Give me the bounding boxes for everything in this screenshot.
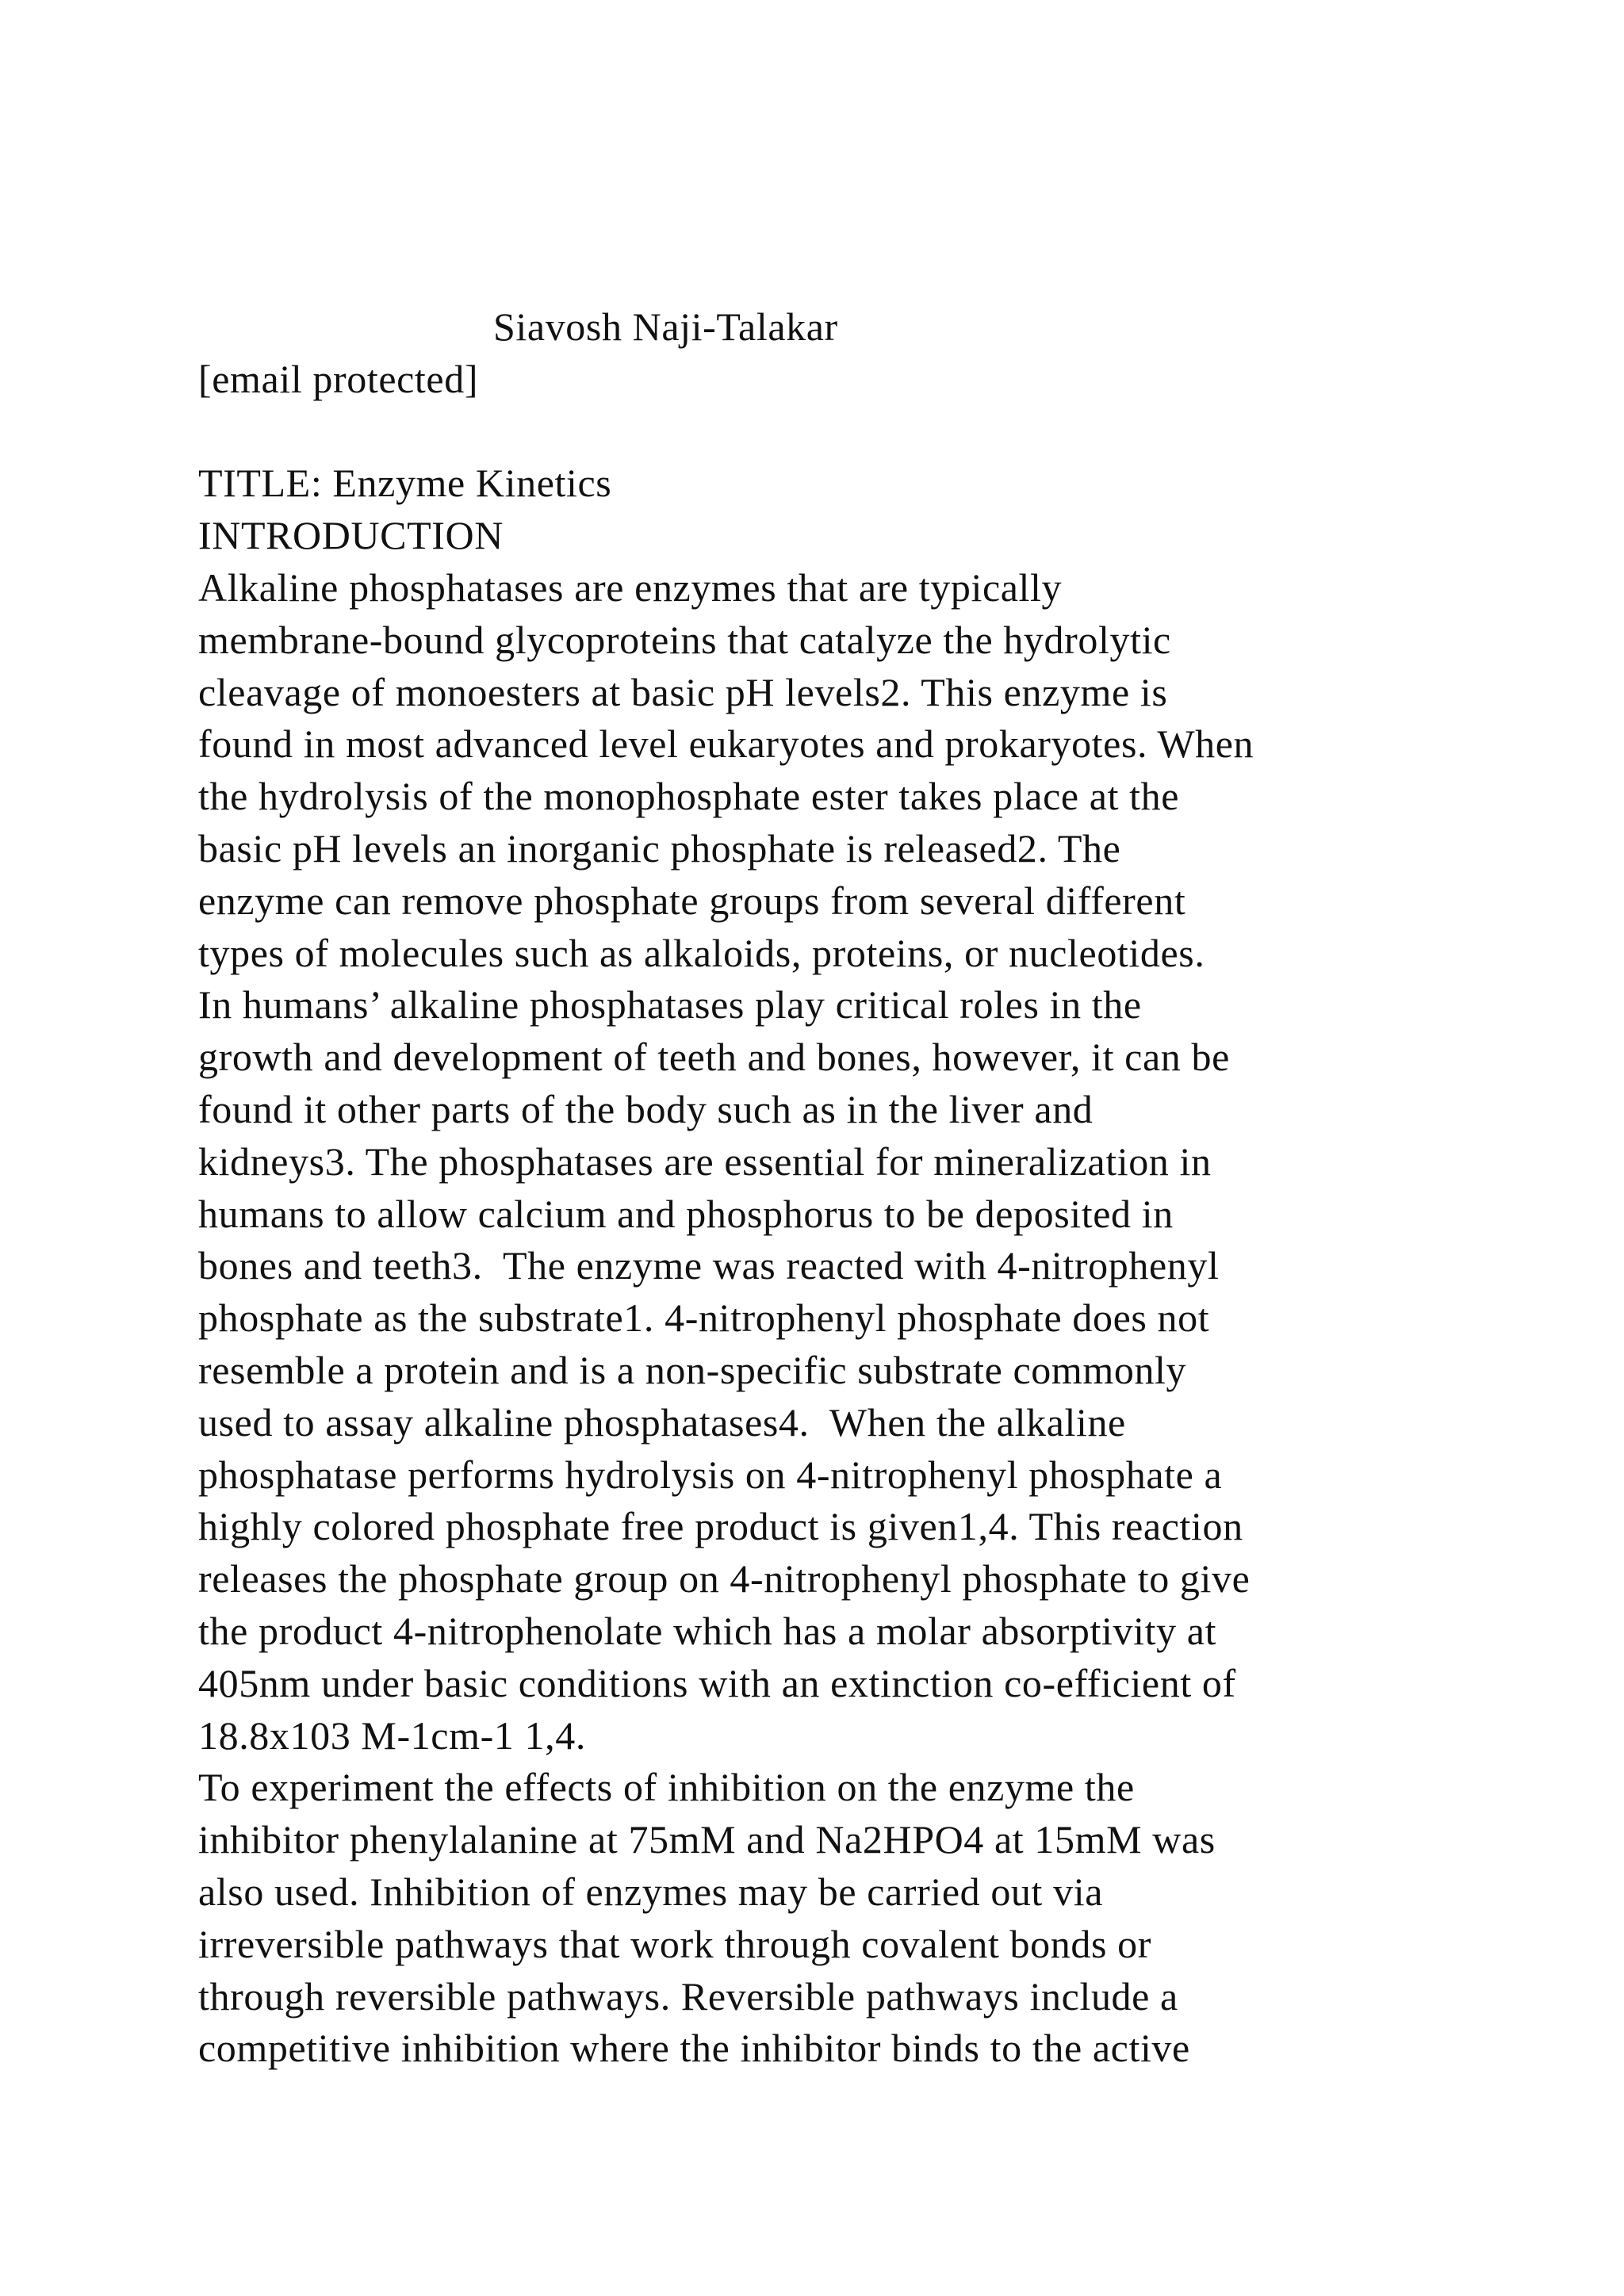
paragraph-line: inhibitor phenylalanine at 75mM and Na2HPO4 at 15mM was (198, 1817, 1216, 1862)
paragraph-line: also used. Inhibition of enzymes may be carried out via (198, 1869, 1104, 1914)
paragraph-line: In humans’ alkaline phosphatases play critical roles in the (198, 982, 1142, 1027)
paragraph-line: cleavage of monoesters at basic pH levels2. This enzyme is (198, 669, 1168, 714)
paragraph-line: competitive inhibition where the inhibitor binds to the active (198, 2026, 1190, 2071)
paragraph-line: used to assay alkaline phosphatases4. When the alkaline (198, 1399, 1126, 1445)
paragraph-line: phosphate as the substrate1. 4-nitrophenyl phosphate does not (198, 1295, 1210, 1341)
paragraph-line: basic pH levels an inorganic phosphate is released2. The (198, 825, 1121, 871)
paragraph-line: 405nm under basic conditions with an extinction co-efficient of (198, 1660, 1236, 1705)
paragraph-line: releases the phosphate group on 4-nitrophenyl phosphate to give (198, 1556, 1251, 1601)
author-email: [email protected] (198, 356, 479, 401)
paragraph-line: kidneys3. The phosphatases are essential for mineralization in (198, 1138, 1212, 1184)
paragraph-line: types of molecules such as alkaloids, proteins, or nucleotides. (198, 930, 1205, 975)
paragraph-line: phosphatase performs hydrolysis on 4-nitrophenyl phosphate a (198, 1452, 1223, 1497)
document-title: TITLE: Enzyme Kinetics (198, 461, 612, 506)
document-body (198, 301, 1546, 2075)
paragraph-line: 18.8x103 M-1cm-1 1,4. (198, 1712, 586, 1758)
paragraph-line: highly colored phosphate free product is given1,4. This reaction (198, 1504, 1243, 1549)
paragraph-line: the hydrolysis of the monophosphate ester takes place at the (198, 774, 1180, 819)
author-name: Siavosh Naji-Talakar (493, 304, 838, 349)
paragraph-line: the product 4-nitrophenolate which has a molar absorptivity at (198, 1608, 1217, 1653)
section-heading-introduction: INTRODUCTION (198, 513, 504, 558)
paragraph-line: found in most advanced level eukaryotes and prokaryotes. When (198, 721, 1254, 767)
paragraph-line: growth and development of teeth and bones, however, it can be (198, 1035, 1230, 1080)
paragraph-line: membrane-bound glycoproteins that catalyze the hydrolytic (198, 617, 1171, 662)
paragraph-line: humans to allow calcium and phosphorus to be deposited in (198, 1191, 1174, 1236)
paragraph-line: irreversible pathways that work through covalent bonds or (198, 1921, 1151, 1966)
paragraph-line: found it other parts of the body such as in the liver and (198, 1086, 1094, 1131)
paragraph-inhibition (198, 1762, 1546, 2075)
paragraph-line: enzyme can remove phosphate groups from several different (198, 878, 1186, 923)
paragraph-line: bones and teeth3. The enzyme was reacted with 4-nitrophenyl (198, 1243, 1220, 1288)
paragraph-introduction (198, 562, 1546, 1762)
blank-line (198, 406, 1546, 458)
paragraph-line: resemble a protein and is a non-specific substrate commonly (198, 1347, 1187, 1392)
paragraph-line: Alkaline phosphatases are enzymes that are typically (198, 564, 1063, 610)
paragraph-line: To experiment the effects of inhibition on the enzyme the (198, 1765, 1135, 1810)
paragraph-line: through reversible pathways. Reversible pathways include a (198, 1973, 1178, 2019)
